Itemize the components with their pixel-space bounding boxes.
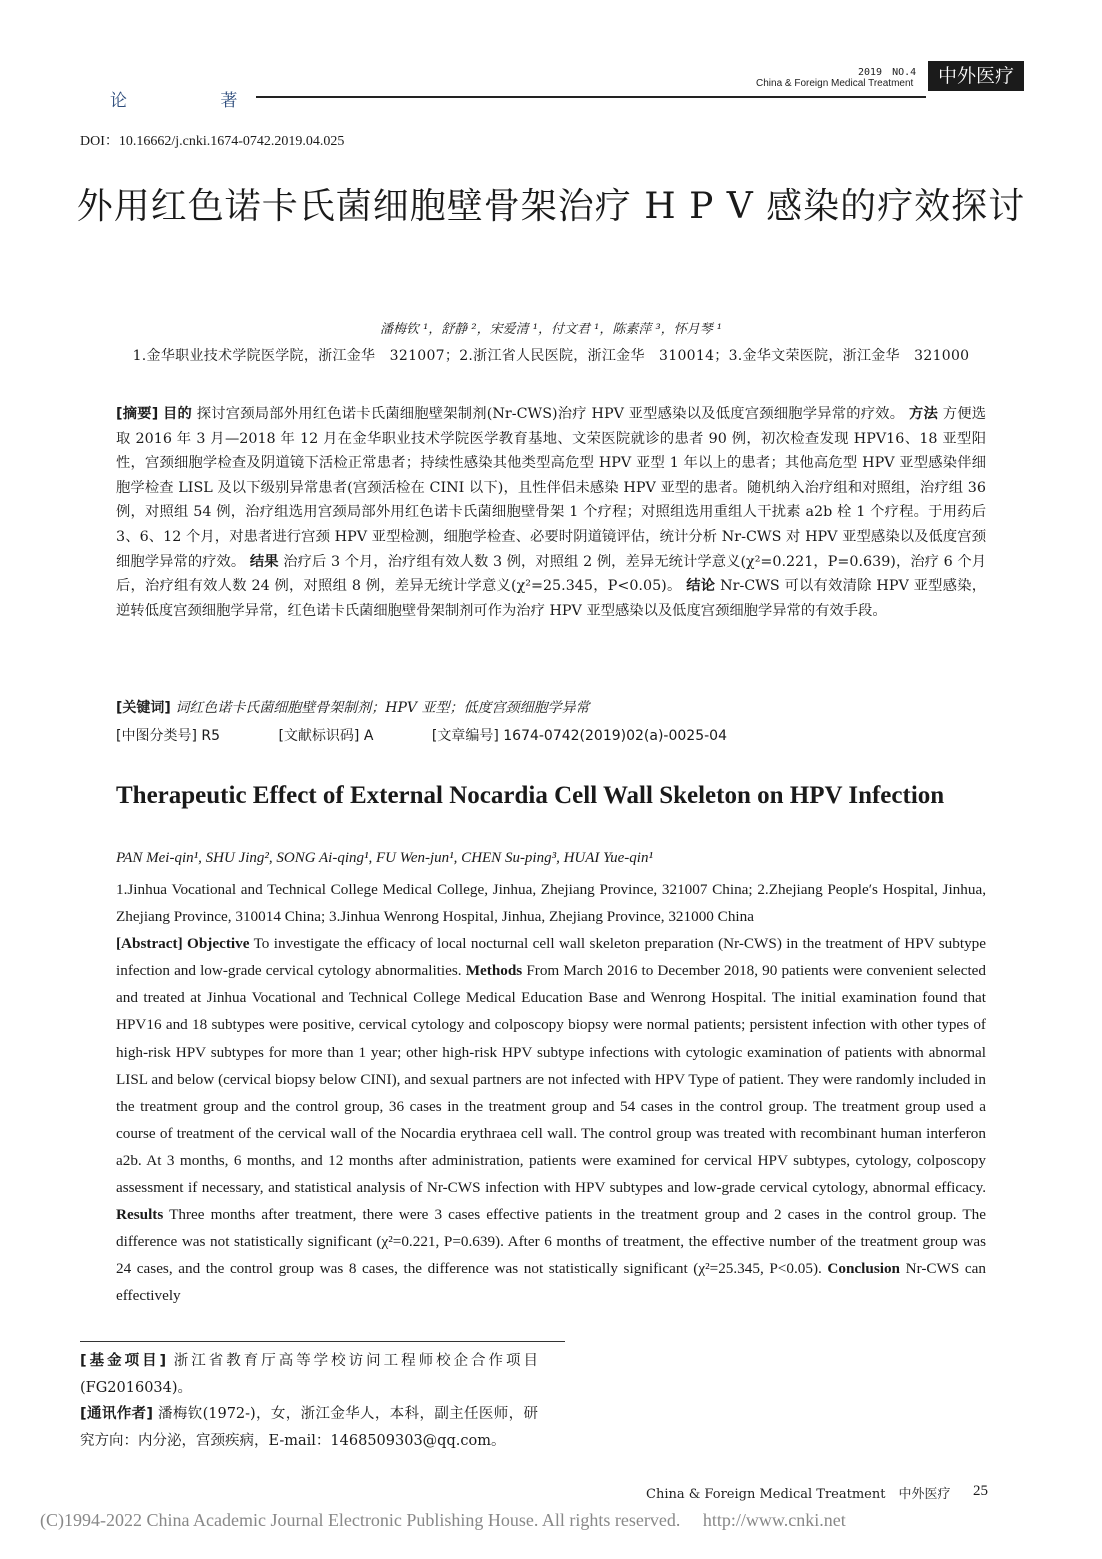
footnote-rule	[80, 1341, 565, 1342]
results-text: 治疗后 3 个月，治疗组有效人数 3 例，对照组 2 例，差异无统计学意义(χ²=0.221，P=0.639)，治疗 6 个月后，治疗组有效人数 24 例，对照组 8 例，差异无统计学意义(χ²=25.345，P<0.05)。	[116, 553, 987, 595]
article-number: [文章编号] 1674-0742(2019)02(a)-0025-04	[431, 728, 727, 744]
conclusion-en-text: Nr-CWS can effectively	[116, 1260, 986, 1305]
copyright-line: (C)1994-2022 China Academic Journal Electronic Publishing House. All rights reserved. http://www.cnki.net	[40, 1510, 846, 1530]
corresponding-author-label: [通讯作者]	[80, 1406, 154, 1422]
results-label: 结果	[249, 553, 279, 570]
abstract-english	[116, 930, 986, 1309]
corresponding-author-text: 潘梅钦(1972-)，女，浙江金华人，本科，副主任医师，研究方向：内分泌，宫颈疾病，E-mail：1468509303@qq.com。	[80, 1406, 538, 1449]
methods-en-label: Methods	[465, 962, 523, 980]
results-en-text: Three months after treatment, there were 3 cases effective patients in the treatment group and 2 cases in the control group. The difference was not statistically significant (χ²=0.221, P=0.639). After 6 months of treatment, the effective number of the treatment group was 24 cases, and the control group was 8 cases, the difference was not statistically significant (χ²=25.345, P<0.05).	[116, 1206, 986, 1278]
english-body	[116, 876, 986, 1310]
methods-en-text: From March 2016 to December 2018, 90 patients were convenient selected and treated at Jinhua Vocational and Technical College Medical Education Base and Wenrong Hospital. The initial examination found that HPV16 and 18 subtypes were positive, cervical cytology and colposcopy biopsy were normal patients; persistent infection with other types of high-risk HPV subtypes for more than 1 year; other high-risk HPV subtype infections with cytologic examination of patients with abnormal LISL and below (cervical biopsy below CINI), and sexual partners are not infected with HPV Type of patient. They were randomly included in the treatment group and the control group, 36 cases in the treatment group and 54 cases in the control group. The treatment group used a course of treatment of the cervical wall of the Nocardia erythraea cell wall. The control group was treated with recombinant human interferon a2b. At 3 months, 6 months, and 12 months after administration, patients were examined for cervical HPV subtypes, cytology, colposcopy assessment if necessary, and statistical analysis of Nr-CWS infection with HPV subtypes and low-grade cervical cytology, abnormal efficacy.	[116, 962, 986, 1197]
page-number: 25	[973, 1483, 988, 1499]
clc-number: [中图分类号] R5	[116, 728, 221, 744]
authors-chinese: 潘梅钦 ¹，舒静 ²，宋爱清 ¹，付文君 ¹，陈素萍 ³，怀月琴 ¹	[379, 322, 723, 337]
objective-en-label: Objective	[187, 935, 250, 953]
methods-label: 方法	[908, 406, 938, 422]
journal-logo-badge: 中外医疗	[928, 61, 1024, 91]
affiliations-english: 1.Jinhua Vocational and Technical College Medical College, Jinhua, Zhejiang Province, 321007 China; 2.Zhejiang People′s Hospital, Jinhua, Zhejiang Province, 310014 China; 3.Jinhua Wenrong Hospital, Jinhua, Zhejiang Province, 321000 China	[116, 881, 986, 926]
document-code: [文献标识码] A	[278, 728, 374, 744]
footnotes	[80, 1348, 538, 1454]
fund-text: 浙江省教育厅高等学校访问工程师校企合作项目(FG2016034)。	[80, 1353, 539, 1396]
conclusion-text: Nr-CWS 可以有效清除 HPV 亚型感染，逆转低度宫颈细胞学异常，红色诺卡氏菌细胞壁骨架制剂可作为治疗 HPV 亚型感染以及低度宫颈细胞学异常的有效手段。	[116, 578, 987, 619]
results-en-label: Results	[116, 1206, 164, 1224]
fund-note	[80, 1348, 538, 1401]
keywords-text: 词红色诺卡氏菌细胞壁骨架制剂；HPV 亚型；低度宫颈细胞学异常	[175, 700, 590, 716]
conclusion-label: 结论	[686, 578, 716, 595]
methods-text: 方便选取 2016 年 3 月—2018 年 12 月在金华职业技术学院医学教育基地、文荣医院就诊的患者 90 例，初次检查发现 HPV16、18 亚型阳性，宫颈细胞学检查及阴道镜下活检正常患者；持续性感染其他类型高危型 HPV 亚型 1 年以上的患者；其他高危型 HPV 亚型感染伴细胞学检查 LISL 及以下级别异常患者(宫颈活检在 CINI 以下)，且性伴侣未感染 HPV 亚型的患者。随机纳入治疗组和对照组，治疗组 36 例，对照组 54 例，治疗组选用宫颈局部外用红色诺卡氏菌细胞壁骨架 1 个疗程；对照组选用重组人干扰素 a2b 栓 1 个疗程。于用药后 3、6、12 个月，对患者进行宫颈 HPV 亚型检测，细胞学检查、必要时阴道镜评估，统计分析 Nr-CWS 对 HPV 亚型感染以及低度宫颈细胞学异常的疗效。	[116, 406, 987, 570]
abstract-tag: [摘要]	[116, 406, 159, 422]
classification-line	[116, 725, 986, 745]
article-title-english: Therapeutic Effect of External Nocardia Cell Wall Skeleton on HPV Infection	[116, 782, 945, 809]
abstract-en-tag: [Abstract]	[116, 935, 183, 953]
objective-en-text: To investigate the efficacy of local nocturnal cell wall skeleton preparation (Nr-CWS) in the treatment of HPV subtype infection and low-grade cervical cytology abnormalities.	[116, 935, 986, 980]
objective-label: 目的	[163, 406, 193, 422]
journal-year-issue: 2019 NO.4	[858, 67, 917, 78]
affiliations-chinese: 1.金华职业技术学院医学院，浙江金华 321007；2.浙江省人民医院，浙江金华 310014；3.金华文荣医院，浙江金华 321000	[132, 348, 970, 364]
objective-text: 探讨宫颈局部外用红色诺卡氏菌细胞壁架制剂(Nr-CWS)治疗 HPV 亚型感染以及低度宫颈细胞学异常的疗效。	[196, 406, 905, 422]
authors-english: PAN Mei-qin¹, SHU Jing², SONG Ai-qing¹, FU Wen-jun¹, CHEN Su-ping³, HUAI Yue-qin¹	[116, 850, 653, 866]
abstract-chinese	[116, 402, 986, 623]
article-title-chinese: 外用红色诺卡氏菌细胞壁骨架治疗 H P V 感染的疗效探讨	[76, 186, 1026, 227]
header-rule	[256, 96, 926, 98]
keywords	[116, 697, 986, 717]
conclusion-en-label: Conclusion	[827, 1260, 901, 1278]
footer-journal-name: China & Foreign Medical Treatment 中外医疗	[646, 1487, 951, 1502]
journal-name-english: China & Foreign Medical Treatment	[756, 78, 914, 89]
section-label: 论 著	[110, 91, 282, 111]
keywords-label: [关键词]	[116, 700, 171, 716]
doi: DOI：10.16662/j.cnki.1674-0742.2019.04.025	[80, 134, 345, 149]
author-note	[80, 1401, 538, 1454]
fund-label: [基金项目]	[80, 1353, 167, 1369]
